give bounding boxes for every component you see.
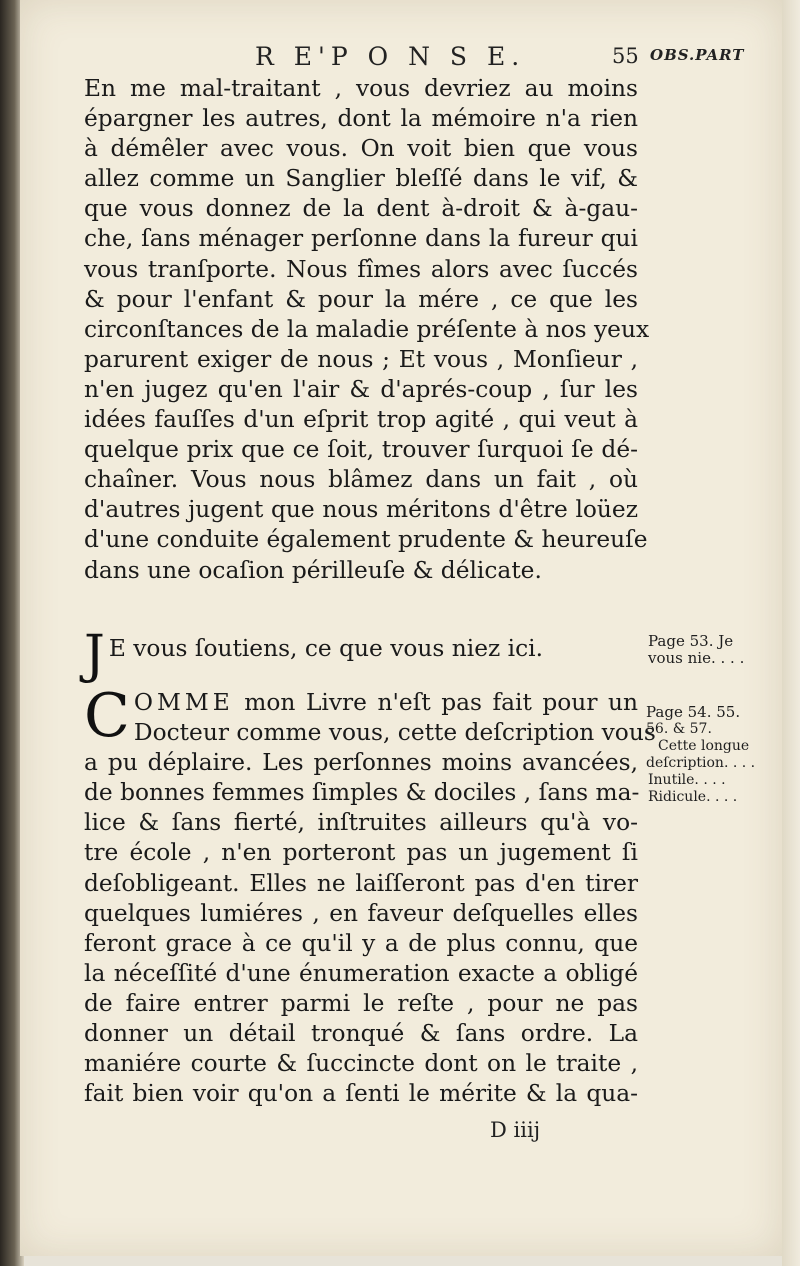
text-line: quelque prix que ce ſoit, trouver ſurquoi ſe dé- — [84, 436, 638, 464]
side-label: OBS.PART — [650, 46, 745, 64]
note-line: vous nie. . . . — [648, 649, 745, 667]
text-line: Docteur comme vous, cette deſcription vous — [133, 719, 656, 747]
drop-cap: C — [84, 681, 130, 751]
text-line: quelques lumiéres , en faveur deſquelles elles — [84, 899, 638, 927]
text-line: chaîner. Vous nous blâmez dans un fait , où — [84, 466, 638, 494]
page-number: 55 — [612, 44, 639, 68]
text-line: que vous donnez de la dent à-droit & à-gau- — [84, 195, 638, 223]
text-line — [84, 688, 638, 718]
drop-cap: J — [84, 625, 105, 685]
signature-mark: D iiij — [490, 1118, 541, 1142]
text-line: & pour l'enfant & pour la mére , ce que les — [84, 285, 638, 313]
small-caps-word: OMME — [133, 689, 234, 716]
note-line: deſcription. . . . — [646, 755, 756, 771]
text-line: tre école , n'en porteront pas un jugement ſi — [84, 839, 638, 867]
text-line: d'autres jugent que nous méritons d'être loüez — [84, 496, 638, 524]
paragraph-1 — [84, 74, 650, 586]
text-line: épargner les autres, dont la mémoire n'a rien — [84, 105, 638, 133]
text-line: à démêler avec vous. On voit bien que vous — [84, 135, 638, 163]
text-line: En me mal-traitant , vous devriez au moins — [84, 75, 638, 102]
text-line: d'une conduite également prudente & heureuſe — [84, 526, 648, 554]
text-line: vous tranſporte. Nous fîmes alors avec ſuccés — [84, 255, 638, 283]
note-line: Cette longue — [658, 738, 750, 754]
text-line: maniére courte & ſuccincte dont on le traite , — [84, 1050, 638, 1078]
text-line: de faire entrer parmi le reſte , pour ne pas — [84, 989, 638, 1017]
paragraph-3 — [84, 681, 656, 1109]
text-fragment: mon Livre n'eſt pas fait pour un — [244, 689, 638, 716]
text-line: n'en jugez qu'en l'air & d'aprés-coup , ſur les — [84, 375, 638, 403]
page-edge — [782, 0, 800, 1266]
text-line: donner un détail tronqué & ſans ordre. La — [84, 1020, 638, 1048]
text-line: che, ſans ménager perſonne dans la fureur qui — [84, 225, 638, 253]
paragraph-2 — [84, 625, 638, 685]
text-line: fait bien voir qu'on a ſenti le mérite & la qua- — [84, 1080, 638, 1108]
running-title: R E'P O N S E. — [255, 42, 526, 71]
text-line: a pu déplaire. Les perſonnes moins avancées, — [84, 749, 638, 777]
text-line: parurent exiger de nous ; Et vous , Monſieur , — [84, 345, 638, 373]
text-line: allez comme un Sanglier bleſſé dans le vif, & — [84, 165, 638, 193]
note-line: Ridicule. . . . — [648, 789, 738, 805]
margin-note-2 — [646, 704, 776, 806]
text-line: idées fauſſes d'un eſprit trop agité , qui veut à — [84, 406, 638, 434]
text-line: la néceſſité d'une énumeration exacte a obligé — [84, 959, 638, 987]
text-line: dans une ocaſion périlleuſe & délicate. — [84, 556, 542, 584]
text-line: feront grace à ce qu'il y a de plus connu, que — [84, 929, 638, 957]
note-line: Page 54. 55. — [646, 703, 741, 721]
note-line: Page 53. Je — [648, 632, 734, 650]
text-line: lice & ſans fierté, inſtruites ailleurs qu'à vo- — [84, 809, 638, 837]
note-line: Inutile. . . . — [648, 772, 726, 788]
text-line: de bonnes femmes ſimples & dociles , ſans ma- — [84, 779, 640, 807]
text-line: circonſtances de la maladie préſente à nos yeux — [84, 315, 650, 343]
margin-note-1 — [648, 633, 778, 667]
text-line: E vous ſoutiens, ce que vous niez ici. — [108, 635, 544, 662]
note-line: 56. & 57. — [646, 721, 712, 737]
text-line: deſobligeant. Elles ne laiſſeront pas d'en tirer — [84, 869, 638, 897]
